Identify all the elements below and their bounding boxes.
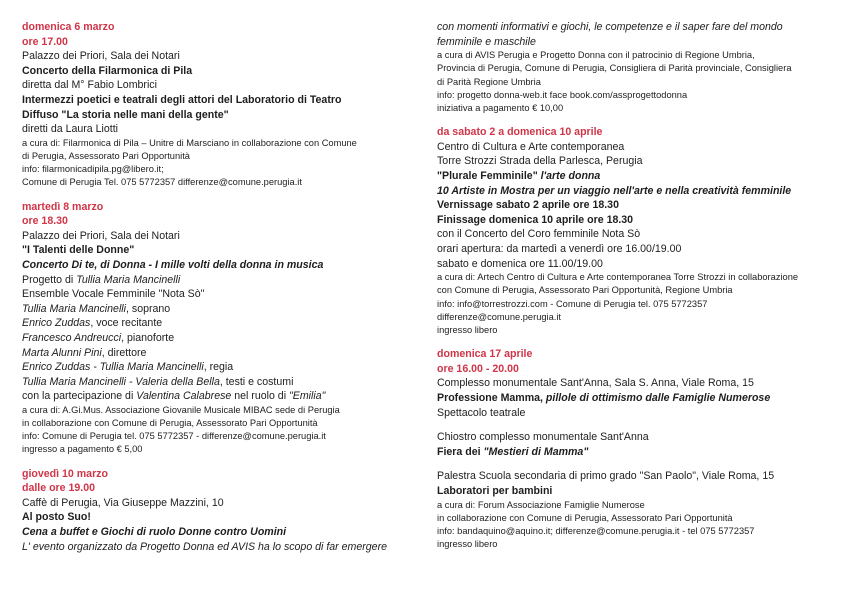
participation-mid: nel ruolo di <box>231 390 289 403</box>
event-organizer-2: Provincia di Perugia, Comune di Perugia, Consigliera di Parità provinciale, Consigliera <box>437 63 792 74</box>
event-title: Al posto Suo! <box>22 511 91 524</box>
cast-line <box>22 331 414 346</box>
cast-role: , regia <box>203 361 234 374</box>
event-entry: ingresso a pagamento € 5,00 <box>22 444 143 455</box>
participant-role: "Emilia" <box>289 390 326 403</box>
participant-name: Valentina Calabrese <box>136 390 232 403</box>
event-hours-2: sabato e domenica ore 11.00/19.00 <box>437 257 603 270</box>
event-info: info: Comune di Perugia tel. 075 5772357 - differenze@comune.perugia.it <box>22 431 326 442</box>
event-entry: iniziativa a pagamento € 10,00 <box>437 103 564 113</box>
event-organizer: a cura di: Filarmonica di Pila – Unitre di Marsciano in collaborazione con Comune <box>22 137 357 148</box>
event-venue: Complesso monumentale Sant'Anna, Sala S. Anna, Viale Roma, 15 <box>437 377 754 390</box>
event-info: info: info@torrestrozzi.com - Comune di Perugia tel. 075 5772357 <box>437 298 708 309</box>
fair-name: "Mestieri di Mamma" <box>483 445 589 458</box>
event-organizer-2: con Comune di Perugia, Assessorato Pari Opportunità, Regione Umbria <box>437 285 733 296</box>
event-title-main: Professione Mamma, <box>437 391 543 404</box>
event-time: ore 17.00 <box>22 35 68 48</box>
cast-name: Francesco Andreucci <box>22 331 122 344</box>
event-description: L' evento organizzato da Progetto Donna ed AVIS ha lo scopo di far emergere <box>22 540 387 553</box>
event-vernissage: Vernissage sabato 2 aprile ore 18.30 <box>437 199 619 212</box>
cast-role: , direttore <box>101 346 147 359</box>
event-date: giovedì 10 marzo <box>22 467 108 480</box>
event-info-2: differenze@comune.perugia.it <box>437 311 562 322</box>
event-info: info: progetto donna-web.it face book.com/assprogettodonna <box>437 89 688 100</box>
event-organizer: a cura di AVIS Perugia e Progetto Donna con il patrocinio di Regione Umbria, <box>437 50 755 61</box>
event-date: martedì 8 marzo <box>22 200 104 213</box>
event-subtitle: Concerto Di te, di Donna - I mille volti della donna in musica <box>22 258 324 271</box>
event-time: ore 16.00 - 20.00 <box>437 362 519 375</box>
cast-line <box>22 375 414 390</box>
event-title: "I Talenti delle Donne" <box>22 244 135 257</box>
event-participation <box>22 389 414 404</box>
cast-name: Enrico Zuddas <box>22 317 91 330</box>
event-title-main: "Plurale Femminile" <box>437 169 538 182</box>
event-date: domenica 17 aprile <box>437 348 533 361</box>
event-17-aprile <box>437 347 837 551</box>
event-entry: ingresso libero <box>437 539 498 550</box>
event-title: Concerto della Filarmonica di Pila <box>22 64 193 77</box>
event-6-marzo <box>22 20 414 190</box>
event-10-marzo <box>22 467 414 555</box>
event-venue: Centro di Cultura e Arte contemporanea <box>437 140 625 153</box>
cast-role: , testi e costumi <box>219 375 294 388</box>
cast-name: Marta Alunni Pini <box>22 346 102 359</box>
event-hours: orari apertura: da martedì a venerdì ore 16.00/19.00 <box>437 242 682 255</box>
event-venue: Palazzo dei Priori, Sala dei Notari <box>22 229 180 242</box>
event-venue-2: Chiostro complesso monumentale Sant'Anna <box>437 431 649 444</box>
event-info: info: bandaquino@aquino.it; differenze@comune.perugia.it - tel 075 5772357 <box>437 525 755 536</box>
event-title-2b: Diffuso "La storia nelle mani della gente" <box>22 108 229 121</box>
fair-label: Fiera dei <box>437 445 484 458</box>
event-fair <box>437 445 837 460</box>
event-description-2: femminile e maschile <box>437 35 536 48</box>
cast-role: , pianoforte <box>121 331 175 344</box>
cast-line <box>22 316 414 331</box>
event-time: dalle ore 19.00 <box>22 482 96 495</box>
cast-name: Enrico Zuddas - Tullia Maria Mancinelli <box>22 361 204 374</box>
cast-line <box>22 360 414 375</box>
event-ensemble: Ensemble Vocale Femminile "Nota Sò" <box>22 288 205 301</box>
event-venue-2: Torre Strozzi Strada della Parlesca, Perugia <box>437 155 643 168</box>
event-title <box>437 391 837 406</box>
event-finissage: Finissage domenica 10 aprile ore 18.30 <box>437 213 634 226</box>
right-column <box>437 20 837 561</box>
project-label: Progetto di <box>22 273 77 286</box>
event-2-10-aprile <box>437 125 837 337</box>
cast-role: , voce recitante <box>90 317 163 330</box>
cast-line <box>22 302 414 317</box>
event-10-marzo-continued <box>437 20 837 115</box>
event-organizer: a cura di: A.Gi.Mus. Associazione Giovanile Musicale MIBAC sede di Perugia <box>22 404 340 415</box>
event-description: con momenti informativi e giochi, le competenze e il saper fare del mondo <box>437 21 783 33</box>
cast-role: , soprano <box>126 302 171 315</box>
event-info: info: filarmonicadipila.pg@libero.it; <box>22 164 164 175</box>
event-organizer-3: di Parità Regione Umbria <box>437 76 541 87</box>
event-date: domenica 6 marzo <box>22 21 115 33</box>
event-organizer: a cura di: Artech Centro di Cultura e Arte contemporanea Torre Strozzi in collaborazione <box>437 272 799 283</box>
cast-name: Tullia Maria Mancinelli - Valeria della Bella <box>22 375 220 388</box>
spacer <box>437 459 837 469</box>
event-title-2: Intermezzi poetici e teatrali degli attori del Laboratorio di Teatro <box>22 93 342 106</box>
participation-label: con la partecipazione di <box>22 390 137 403</box>
event-director: diretta dal M° Fabio Lombrici <box>22 79 157 92</box>
project-author: Tullia Maria Mancinelli <box>76 273 181 286</box>
event-entry: ingresso libero <box>437 324 498 335</box>
event-organizer-2: di Perugia, Assessorato Pari Opportunità <box>22 150 190 161</box>
event-subtitle: 10 Artiste in Mostra per un viaggio nell'arte e nella creatività femminile <box>437 184 792 197</box>
cast-line <box>22 346 414 361</box>
event-venue-3: Palestra Scuola secondaria di primo grado "San Paolo", Viale Roma, 15 <box>437 470 775 483</box>
cast-name: Tullia Maria Mancinelli <box>22 302 127 315</box>
event-info-2: Comune di Perugia Tel. 075 5772357 differenze@comune.perugia.it <box>22 177 302 188</box>
event-credit: diretti da Laura Liotti <box>22 123 118 136</box>
event-organizer-2: in collaborazione con Comune di Perugia, Assessorato Pari Opportunità <box>22 418 318 429</box>
event-labs: Laboratori per bambini <box>437 484 553 497</box>
event-organizer: a cura di: Forum Associazione Famiglie Numerose <box>437 499 645 510</box>
event-theatre: Spettacolo teatrale <box>437 406 526 419</box>
event-title-tagline: l'arte donna <box>537 169 601 182</box>
event-venue: Caffè di Perugia, Via Giuseppe Mazzini, 10 <box>22 496 224 509</box>
event-organizer-2: in collaborazione con Comune di Perugia, Assessorato Pari Opportunità <box>437 512 733 523</box>
event-project <box>22 273 414 288</box>
event-time: ore 18.30 <box>22 215 68 228</box>
event-title <box>437 169 837 184</box>
event-8-marzo <box>22 200 414 457</box>
spacer <box>437 420 837 430</box>
event-subtitle: Cena a buffet e Giochi di ruolo Donne contro Uomini <box>22 526 287 539</box>
event-concert: con il Concerto del Coro femminile Nota Sò <box>437 228 641 241</box>
event-date: da sabato 2 a domenica 10 aprile <box>437 126 603 139</box>
left-column <box>22 20 414 564</box>
event-title-tagline: pillole di ottimismo dalle Famiglie Numerose <box>542 391 771 404</box>
event-venue: Palazzo dei Priori, Sala dei Notari <box>22 50 180 63</box>
